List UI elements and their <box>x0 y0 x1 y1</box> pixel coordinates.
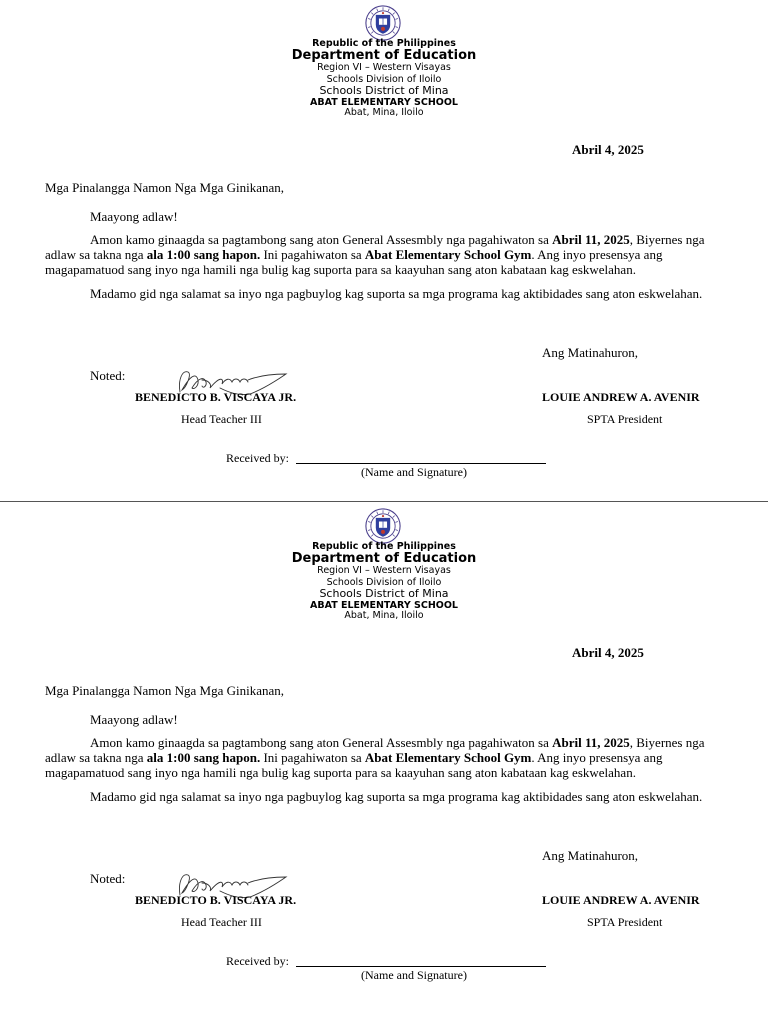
deped-seal-icon <box>365 5 401 41</box>
spta-president-title: SPTA President <box>587 915 663 929</box>
header-department: Department of Education <box>291 551 477 566</box>
letter-date: Abril 4, 2025 <box>572 645 644 660</box>
name-and-signature-label: (Name and Signature) <box>361 465 467 479</box>
greeting: Maayong adlaw! <box>90 209 178 224</box>
noted-label: Noted: <box>90 368 126 383</box>
name-and-signature-label: (Name and Signature) <box>361 968 467 982</box>
header-district: Schools District of Mina <box>319 587 449 600</box>
head-teacher-title: Head Teacher III <box>181 915 262 929</box>
received-by-label: Received by: <box>226 451 289 465</box>
head-teacher-title: Head Teacher III <box>181 412 262 426</box>
assembly-venue: Abat Elementary School Gym <box>364 750 532 765</box>
header-school: ABAT ELEMENTARY SCHOOL <box>310 97 458 108</box>
greeting: Maayong adlaw! <box>90 712 178 727</box>
head-teacher-name: BENEDICTO B. VISCAYA JR. <box>135 390 297 404</box>
received-by-line <box>296 463 546 464</box>
assembly-date: Abril 11, 2025 <box>552 735 630 750</box>
received-by-label: Received by: <box>226 954 289 968</box>
head-teacher-name: BENEDICTO B. VISCAYA JR. <box>135 893 297 907</box>
header-republic: Republic of the Philippines <box>312 38 456 49</box>
header-region: Region VI – Western Visayas <box>317 62 451 73</box>
body-paragraph-2: Madamo gid nga salamat sa inyo nga pagbuylog kag suporta sa mga programa kag aktibidades sang aton eskwelahan. <box>90 286 703 301</box>
header-department: Department of Education <box>291 48 477 63</box>
spta-president-title: SPTA President <box>587 412 663 426</box>
header-division: Schools Division of Iloilo <box>326 577 442 588</box>
closing: Ang Matinahuron, <box>542 345 639 360</box>
noted-label: Noted: <box>90 871 126 886</box>
letter-1 <box>0 0 768 500</box>
header-republic: Republic of the Philippines <box>312 541 456 552</box>
header-address: Abat, Mina, Iloilo <box>344 610 424 621</box>
assembly-time: ala 1:00 sang hapon. <box>146 750 261 765</box>
spta-president-name: LOUIE ANDREW A. AVENIR <box>542 893 700 907</box>
header-district: Schools District of Mina <box>319 84 449 97</box>
closing: Ang Matinahuron, <box>542 848 639 863</box>
body-paragraph-1: Amon kamo ginaagda sa pagtambong sang aton General Assesmbly nga pagahiwaton sa Abril 11, 2025, Biyernes nga adlaw sa takna nga ala 1:00 sang hapon. Ini pagahiwaton sa Abat Elementary School Gym. Ang inyo presensya ang magapamatuod sang inyo nga hamili nga bulig kag suporta para sa kaayuhan sang aton kabataan kag eskwelahan. <box>45 735 705 780</box>
header-region: Region VI – Western Visayas <box>317 565 451 576</box>
deped-seal-icon <box>365 508 401 544</box>
assembly-time: ala 1:00 sang hapon. <box>146 247 261 262</box>
header-address: Abat, Mina, Iloilo <box>344 107 424 118</box>
received-by-line <box>296 966 546 967</box>
body-paragraph-1: Amon kamo ginaagda sa pagtambong sang aton General Assesmbly nga pagahiwaton sa Abril 11, 2025, Biyernes nga adlaw sa takna nga ala 1:00 sang hapon. Ini pagahiwaton sa Abat Elementary School Gym. Ang inyo presensya ang magapamatuod sang inyo nga hamili nga bulig kag suporta para sa kaayuhan sang aton kabataan kag eskwelahan. <box>45 232 705 277</box>
assembly-date: Abril 11, 2025 <box>552 232 630 247</box>
assembly-venue: Abat Elementary School Gym <box>364 247 532 262</box>
salutation: Mga Pinalangga Namon Nga Mga Ginikanan, <box>45 180 285 195</box>
salutation: Mga Pinalangga Namon Nga Mga Ginikanan, <box>45 683 285 698</box>
header-school: ABAT ELEMENTARY SCHOOL <box>310 600 458 611</box>
letter-2 <box>0 503 768 1003</box>
body-paragraph-2: Madamo gid nga salamat sa inyo nga pagbuylog kag suporta sa mga programa kag aktibidades sang aton eskwelahan. <box>90 789 703 804</box>
header-division: Schools Division of Iloilo <box>326 74 442 85</box>
letter-date: Abril 4, 2025 <box>572 142 644 157</box>
spta-president-name: LOUIE ANDREW A. AVENIR <box>542 390 700 404</box>
page-divider <box>0 501 768 502</box>
